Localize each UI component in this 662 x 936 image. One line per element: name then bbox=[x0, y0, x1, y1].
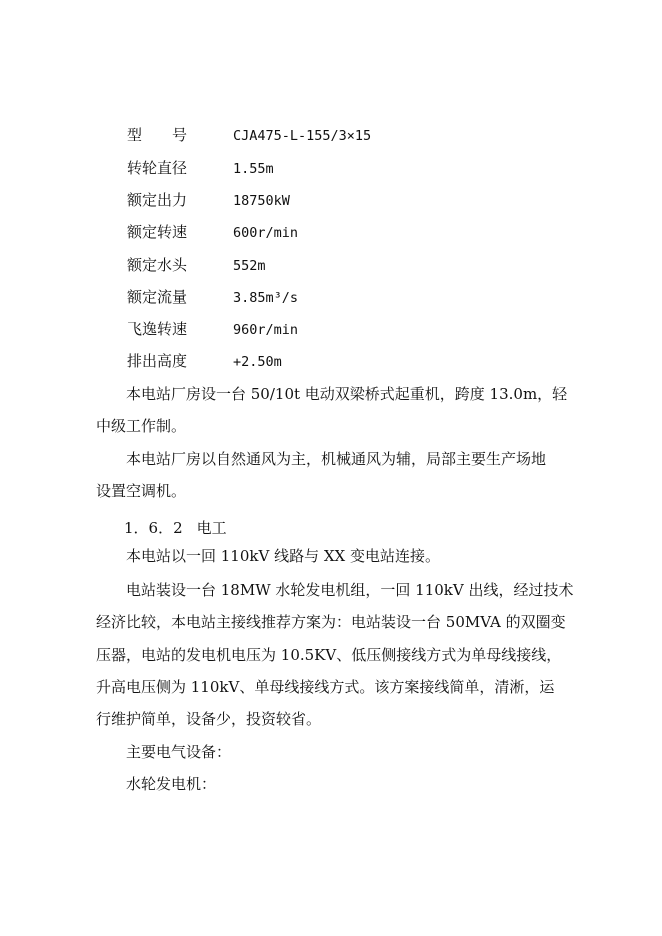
spec-value: 3.85m³/s bbox=[233, 290, 299, 306]
spec-value: +2.50m bbox=[233, 354, 282, 370]
paragraph-ventilation-line-2: 设置空调机。 bbox=[96, 482, 187, 500]
spec-label: 额定转速 bbox=[127, 223, 188, 241]
spec-label: 排出高度 bbox=[127, 352, 188, 370]
spec-value: 1.55m bbox=[233, 161, 274, 177]
paragraph-wiring-line-4: 升高电压侧为 110kV、单母线接线方式。该方案接线简单，清淅，运 bbox=[96, 678, 555, 696]
paragraph-connection: 本电站以一回 110kV 线路与 XX 变电站连接。 bbox=[126, 547, 440, 565]
paragraph-crane-line-1: 本电站厂房设一台 50/10t 电动双梁桥式起重机，跨度 13.0m，轻 bbox=[126, 385, 568, 403]
spec-label: 飞逸转速 bbox=[127, 320, 188, 338]
section-title: 电工 bbox=[196, 519, 227, 537]
spec-row-runner-diameter bbox=[127, 157, 274, 179]
equipment-heading: 主要电气设备： bbox=[126, 743, 232, 761]
spec-value: 600r/min bbox=[233, 225, 299, 241]
paragraph-wiring-line-3: 压器，电站的发电机电压为 10.5KV、低压侧接线方式为单母线接线， bbox=[96, 646, 562, 664]
spec-row-draft-height bbox=[127, 350, 282, 372]
spec-label: 额定流量 bbox=[127, 288, 188, 306]
spec-value: CJA475-L-155/3×15 bbox=[233, 128, 372, 144]
spec-label: 转轮直径 bbox=[127, 159, 188, 177]
spec-row-model bbox=[127, 124, 371, 146]
spec-row-runaway-speed bbox=[127, 318, 298, 340]
spec-value: 960r/min bbox=[233, 322, 299, 338]
generator-heading: 水轮发电机： bbox=[126, 775, 217, 793]
paragraph-ventilation-line-1: 本电站厂房以自然通风为主，机械通风为辅，局部主要生产场地 bbox=[126, 450, 547, 468]
spec-label: 额定出力 bbox=[127, 191, 188, 209]
section-number: 1．6．2 bbox=[124, 519, 183, 537]
spec-label: 额定水头 bbox=[127, 256, 188, 274]
spec-value: 18750kW bbox=[233, 193, 290, 209]
spec-row-rated-head bbox=[127, 254, 266, 276]
spec-row-rated-speed bbox=[127, 221, 298, 243]
paragraph-wiring-line-2: 经济比较，本电站主接线推荐方案为：电站装设一台 50MVA 的双圈变 bbox=[96, 613, 566, 631]
spec-value: 552m bbox=[233, 258, 266, 274]
paragraph-crane-line-2: 中级工作制。 bbox=[96, 417, 187, 435]
spec-row-rated-output bbox=[127, 189, 290, 211]
spec-row-rated-flow bbox=[127, 286, 298, 308]
section-heading bbox=[124, 517, 227, 539]
paragraph-wiring-line-1: 电站装设一台 18MW 水轮发电机组，一回 110kV 出线，经过技术 bbox=[126, 581, 574, 599]
spec-label: 型 号 bbox=[127, 126, 188, 144]
paragraph-wiring-line-5: 行维护简单，设备少，投资较省。 bbox=[96, 710, 322, 728]
